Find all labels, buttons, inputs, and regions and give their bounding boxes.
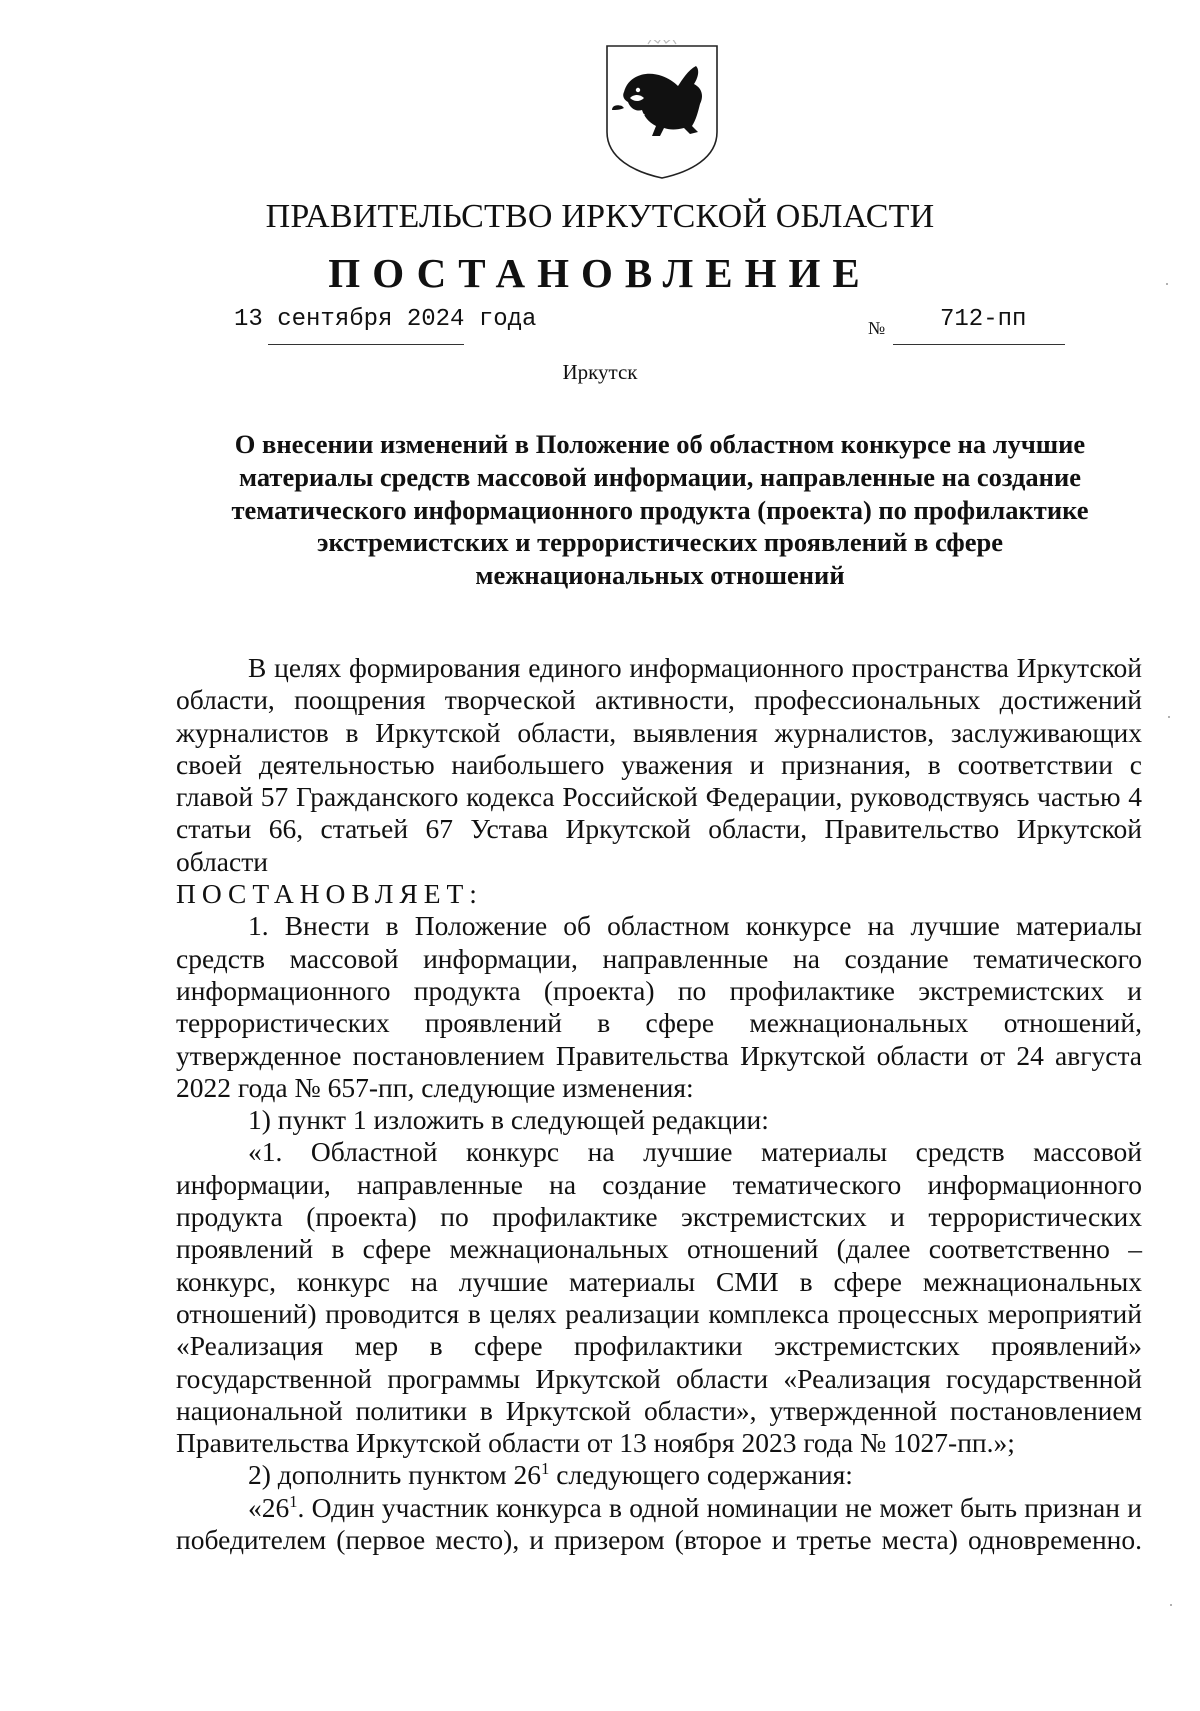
issue-city: Иркутск: [562, 360, 638, 384]
document-date: 13 сентября 2024 года: [234, 306, 537, 333]
document-number: 712-пп: [940, 306, 1027, 333]
superscript: 1: [289, 1491, 298, 1511]
quote-2-text-tail: . Один участник конкурса в одной номинации не может быть признан и победителем (первое место), и призером (второе и третье места) одновременно.: [176, 1491, 1142, 1556]
coat-of-arms-emblem: [604, 40, 720, 180]
superscript: 1: [541, 1459, 550, 1479]
document-title: [190, 428, 1130, 592]
decree-verb: ПОСТАНОВЛЯЕТ:: [176, 878, 483, 910]
subitem-2-text-tail: следующего содержания:: [549, 1459, 853, 1491]
subitem-1-paragraph: 1) пункт 1 изложить в следующей редакции:: [248, 1104, 769, 1136]
scan-speck: [1168, 716, 1170, 718]
number-underline: [893, 344, 1065, 345]
document-body: [176, 652, 1142, 1556]
document-type-heading: ПОСТАНОВЛЕНИЕ: [328, 250, 872, 296]
preamble-paragraph: В целях формирования единого информационного пространства Иркутской области, поощрения творческой активности, профессиональных достижений журналистов в Иркутской области, выявления журналистов, заслуживающих своей деятельностью наибольшего уважения и признания, в соответствии с главой 57 Гражданского кодекса Российской Федерации, руководствуясь частью 4 статьи 66, статьей 67 Устава Иркутской области, Правительство Иркутской области: [176, 652, 1142, 877]
scan-speck: [1166, 283, 1168, 285]
scan-speck: [1170, 1604, 1172, 1606]
title-line: тематического информационного продукта (проекта) по профилактике: [231, 494, 1089, 525]
title-line: межнациональных отношений: [475, 560, 845, 591]
item-1-paragraph: 1. Внести в Положение об областном конкурсе на лучшие материалы средств массовой информации, направленные на создание тематического информационного продукта (проекта) по профилактике экстремистских и террористических проявлений в сфере межнациональных отношений, утвержденное постановлением Правительства Иркутской области от 24 августа 2022 года № 657-пп, следующие изменения:: [176, 910, 1142, 1103]
number-sign: №: [868, 318, 886, 338]
title-line: материалы средств массовой информации, направленные на создание: [239, 461, 1081, 492]
subitem-2-text: 2) дополнить пунктом 26: [248, 1459, 542, 1491]
title-line: экстремистских и террористических проявлений в сфере: [317, 527, 1003, 558]
subitem-2-paragraph: [176, 1459, 1142, 1491]
title-line: О внесении изменений в Положение об областном конкурсе на лучшие: [234, 429, 1086, 459]
government-name: ПРАВИТЕЛЬСТВО ИРКУТСКОЙ ОБЛАСТИ: [265, 198, 935, 235]
quote-1-paragraph: «1. Областной конкурс на лучшие материалы средств массовой информации, направленные на создание тематического информационного продукта (проекта) по профилактике экстремистских и террористических проявлений в сфере межнациональных отношений (далее соответственно – конкурс, конкурс на лучшие материалы СМИ в сфере межнациональных отношений) проводится в целях реализации комплекса процессных мероприятий «Реализация мер в сфере профилактики экстремистских проявлений» государственной программы Иркутской области «Реализация государственной национальной политики в Иркутской области», утвержденной постановлением Правительства Иркутской области от 13 ноября 2023 года № 1027-пп.»;: [176, 1136, 1142, 1459]
quote-2-paragraph: [176, 1492, 1142, 1557]
date-underline: [268, 344, 464, 345]
quote-2-text: «26: [248, 1491, 290, 1523]
